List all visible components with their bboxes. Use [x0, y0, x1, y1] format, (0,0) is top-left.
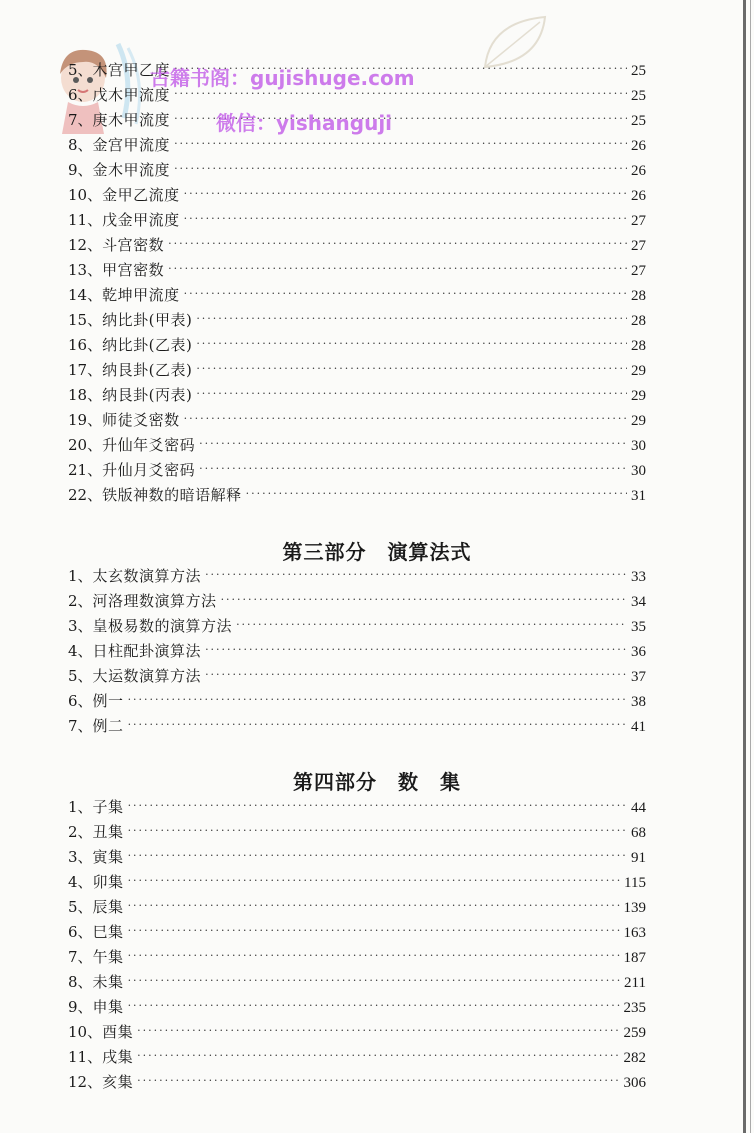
toc-entry-page-number: 27	[631, 213, 646, 229]
toc-entry	[68, 308, 646, 333]
toc-entry-page-number: 29	[631, 388, 646, 404]
toc-entry-number: 21、	[68, 461, 103, 479]
dot-leader	[199, 456, 627, 481]
toc-entry-page-number: 30	[631, 463, 646, 479]
dot-leader	[128, 993, 620, 1018]
toc-entry-page-number: 211	[624, 975, 646, 991]
toc-entry	[68, 895, 646, 920]
toc-entry-page-number: 33	[631, 569, 646, 585]
toc-entry-title: 大运数演算方法	[92, 667, 202, 685]
toc-entry-number: 15、	[68, 311, 103, 329]
toc-entry-title: 丑集	[92, 823, 124, 841]
toc-entry-page-number: 35	[631, 619, 646, 635]
dot-leader	[196, 356, 627, 381]
toc-entry-number: 4、	[68, 873, 93, 891]
dot-leader	[128, 968, 620, 993]
toc-entry-number: 1、	[68, 798, 93, 816]
page-edge-line	[750, 0, 751, 1133]
toc-entry-number: 14、	[68, 286, 103, 304]
toc-entry-title: 卯集	[92, 873, 124, 891]
toc-entry-page-number: 41	[631, 719, 646, 735]
section-heading-part-three: 第三部分 演算法式	[282, 540, 472, 564]
dot-leader	[184, 281, 627, 306]
toc-entry-number: 2、	[68, 823, 93, 841]
toc-entry-title: 升仙年爻密码	[102, 436, 196, 454]
toc-entry-number: 6、	[68, 923, 93, 941]
toc-entry	[68, 664, 646, 689]
toc-entry	[68, 483, 646, 508]
toc-entry	[68, 639, 646, 664]
toc-entry-title: 河洛理数演算方法	[92, 592, 217, 610]
toc-entry-title: 戊金甲流度	[102, 211, 180, 229]
toc-list-part-three	[68, 564, 646, 739]
dot-leader	[128, 918, 620, 943]
toc-entry	[68, 795, 646, 820]
toc-entry	[68, 133, 646, 158]
toc-entry-page-number: 36	[631, 644, 646, 660]
toc-entry-page-number: 282	[623, 1050, 646, 1066]
toc-entry	[68, 358, 646, 383]
toc-entry	[68, 258, 646, 283]
toc-entry-page-number: 25	[631, 113, 646, 129]
toc-entry-number: 10、	[68, 186, 103, 204]
dot-leader	[184, 206, 627, 231]
toc-entry-title: 巳集	[92, 923, 124, 941]
dot-leader	[128, 793, 627, 818]
section-heading-part-four: 第四部分 数 集	[293, 770, 461, 794]
toc-entry-page-number: 27	[631, 238, 646, 254]
toc-entry-title: 铁版神数的暗语解释	[102, 486, 242, 504]
toc-entry	[68, 208, 646, 233]
toc-entry-page-number: 25	[631, 88, 646, 104]
toc-entry-number: 3、	[68, 848, 93, 866]
toc-entry-number: 13、	[68, 261, 103, 279]
page-edge-shadow	[743, 0, 746, 1133]
toc-entry	[68, 383, 646, 408]
toc-entry	[68, 1045, 646, 1070]
toc-entry	[68, 945, 646, 970]
toc-entry-title: 戊木甲流度	[92, 86, 171, 104]
dot-leader	[246, 481, 627, 506]
toc-entry-title: 金甲乙流度	[102, 186, 180, 204]
toc-entry-page-number: 28	[631, 338, 646, 354]
toc-entry	[68, 870, 646, 895]
toc-entry-title: 酉集	[102, 1023, 134, 1041]
toc-entry-page-number: 28	[631, 288, 646, 304]
toc-entry-title: 斗宫密数	[102, 236, 165, 254]
toc-entry	[68, 970, 646, 995]
dot-leader	[174, 156, 627, 181]
toc-entry-title: 未集	[92, 973, 124, 991]
dot-leader	[128, 868, 620, 893]
toc-entry-number: 17、	[68, 361, 103, 379]
toc-entry-title: 师徒爻密数	[102, 411, 180, 429]
toc-entry-title: 甲宫密数	[102, 261, 165, 279]
toc-entry-number: 5、	[68, 667, 93, 685]
toc-entry-number: 12、	[68, 236, 103, 254]
toc-entry-title: 戌集	[102, 1048, 134, 1066]
toc-entry-title: 皇极易数的演算方法	[92, 617, 233, 635]
watermark-wechat: 微信：yishanguji	[216, 111, 393, 135]
toc-entry	[68, 845, 646, 870]
toc-entry-page-number: 26	[631, 138, 646, 154]
toc-entry-number: 11、	[68, 1048, 103, 1066]
dot-leader	[168, 231, 627, 256]
toc-entry-title: 木宫甲乙度	[92, 61, 171, 79]
toc-entry-page-number: 26	[631, 188, 646, 204]
toc-entry-number: 20、	[68, 436, 103, 454]
toc-entry	[68, 920, 646, 945]
toc-entry-page-number: 306	[623, 1075, 646, 1091]
dot-leader	[196, 331, 627, 356]
toc-entry-number: 5、	[68, 61, 93, 79]
dot-leader	[205, 662, 627, 687]
dot-leader	[236, 612, 627, 637]
toc-entry	[68, 408, 646, 433]
toc-list-part-four	[68, 795, 646, 1095]
toc-entry	[68, 995, 646, 1020]
toc-entry-number: 16、	[68, 336, 103, 354]
toc-entry-page-number: 235	[623, 1000, 646, 1016]
toc-entry-title: 日柱配卦演算法	[92, 642, 202, 660]
toc-entry-page-number: 187	[623, 950, 646, 966]
toc-entry	[68, 183, 646, 208]
toc-entry	[68, 433, 646, 458]
toc-entry-page-number: 139	[623, 900, 646, 916]
toc-entry-title: 例一	[92, 692, 124, 710]
dot-leader	[128, 818, 627, 843]
toc-entry-number: 7、	[68, 948, 93, 966]
toc-entry-title: 纳艮卦(丙表)	[102, 386, 193, 404]
toc-entry-page-number: 31	[631, 488, 646, 504]
toc-entry-number: 18、	[68, 386, 103, 404]
toc-entry-title: 纳艮卦(乙表)	[102, 361, 193, 379]
toc-entry-title: 金木甲流度	[92, 161, 171, 179]
toc-entry-page-number: 29	[631, 363, 646, 379]
toc-entry	[68, 283, 646, 308]
toc-entry-number: 9、	[68, 161, 93, 179]
toc-entry	[68, 714, 646, 739]
toc-entry-title: 乾坤甲流度	[102, 286, 180, 304]
dot-leader	[196, 306, 627, 331]
toc-entry-page-number: 25	[631, 63, 646, 79]
toc-entry-number: 4、	[68, 642, 93, 660]
toc-entry-title: 纳比卦(甲表)	[102, 311, 193, 329]
toc-entry	[68, 820, 646, 845]
toc-entry-title: 子集	[92, 798, 124, 816]
toc-entry-title: 纳比卦(乙表)	[102, 336, 193, 354]
dot-leader	[221, 587, 627, 612]
toc-entry-title: 金宫甲流度	[92, 136, 171, 154]
toc-entry-number: 3、	[68, 617, 93, 635]
toc-entry-number: 9、	[68, 998, 93, 1016]
toc-entry-page-number: 37	[631, 669, 646, 685]
toc-entry-number: 7、	[68, 111, 93, 129]
toc-entry	[68, 333, 646, 358]
toc-entry	[68, 1070, 646, 1095]
dot-leader	[128, 687, 627, 712]
toc-entry-number: 8、	[68, 973, 93, 991]
toc-entry-number: 22、	[68, 486, 103, 504]
toc-entry-number: 19、	[68, 411, 103, 429]
toc-entry-page-number: 38	[631, 694, 646, 710]
toc-entry-number: 11、	[68, 211, 103, 229]
toc-entry-page-number: 259	[623, 1025, 646, 1041]
toc-entry-title: 辰集	[92, 898, 124, 916]
dot-leader	[199, 431, 627, 456]
dot-leader	[205, 562, 627, 587]
toc-entry	[68, 458, 646, 483]
dot-leader	[168, 256, 627, 281]
dot-leader	[184, 406, 627, 431]
toc-entry-title: 亥集	[102, 1073, 134, 1091]
toc-entry-page-number: 44	[631, 800, 646, 816]
toc-entry-page-number: 68	[631, 825, 646, 841]
toc-entry-page-number: 29	[631, 413, 646, 429]
dot-leader	[128, 893, 620, 918]
toc-entry-number: 12、	[68, 1073, 103, 1091]
toc-entry	[68, 589, 646, 614]
toc-entry-page-number: 30	[631, 438, 646, 454]
toc-entry-page-number: 26	[631, 163, 646, 179]
toc-entry-number: 5、	[68, 898, 93, 916]
toc-entry	[68, 689, 646, 714]
toc-entry-number: 2、	[68, 592, 93, 610]
toc-entry-title: 申集	[92, 998, 124, 1016]
dot-leader	[205, 637, 627, 662]
toc-entry-number: 8、	[68, 136, 93, 154]
toc-entry-title: 太玄数演算方法	[92, 567, 202, 585]
toc-entry-number: 10、	[68, 1023, 103, 1041]
watermark-site: 古籍书阁：gujishuge.com	[150, 66, 415, 90]
dot-leader	[137, 1043, 619, 1068]
dot-leader	[137, 1018, 619, 1043]
toc-entry-title: 庚木甲流度	[92, 111, 171, 129]
toc-entry	[68, 233, 646, 258]
toc-entry-page-number: 28	[631, 313, 646, 329]
toc-entry-page-number: 91	[631, 850, 646, 866]
toc-entry-title: 午集	[92, 948, 124, 966]
toc-entry-page-number: 27	[631, 263, 646, 279]
dot-leader	[128, 843, 627, 868]
toc-entry-number: 7、	[68, 717, 93, 735]
toc-entry-page-number: 34	[631, 594, 646, 610]
toc-entry-page-number: 163	[623, 925, 646, 941]
toc-entry-number: 6、	[68, 692, 93, 710]
toc-entry	[68, 158, 646, 183]
toc-entry-number: 6、	[68, 86, 93, 104]
dot-leader	[128, 943, 620, 968]
toc-entry-number: 1、	[68, 567, 93, 585]
toc-entry	[68, 1020, 646, 1045]
toc-entry-title: 升仙月爻密码	[102, 461, 196, 479]
toc-entry	[68, 564, 646, 589]
toc-entry	[68, 614, 646, 639]
dot-leader	[196, 381, 627, 406]
dot-leader	[128, 712, 627, 737]
toc-entry-page-number: 115	[624, 875, 646, 891]
toc-entry-title: 例二	[92, 717, 124, 735]
dot-leader	[137, 1068, 619, 1093]
dot-leader	[184, 181, 627, 206]
toc-entry-title: 寅集	[92, 848, 124, 866]
